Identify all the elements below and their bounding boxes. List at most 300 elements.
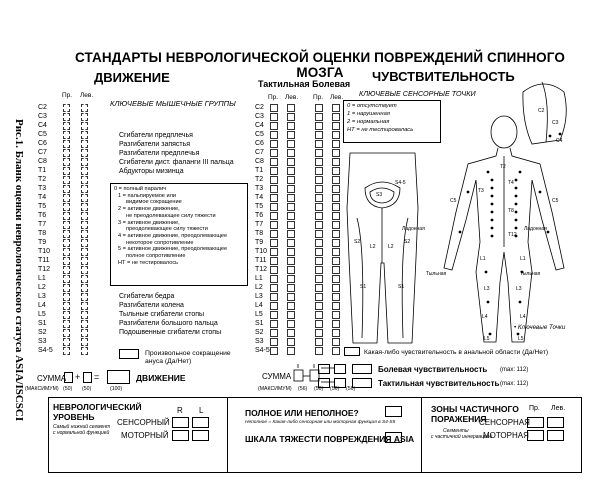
pain-box-right[interactable] [315, 122, 323, 130]
anal-contraction-label2: ануса (Да/Нет) [145, 358, 192, 365]
sensory-legend: 0 = отсутствует 1 = нарушенная 2 = нормальная НТ = не тестировалась [343, 100, 441, 143]
tactile-box-right[interactable] [270, 275, 278, 283]
pain-box-left[interactable] [332, 275, 340, 283]
pain-box-left[interactable] [332, 239, 340, 247]
motor-box-right[interactable] [63, 248, 70, 256]
svg-text:T4: T4 [508, 180, 514, 186]
sensory-level-label: L5 [255, 311, 263, 318]
tactile-box-left[interactable] [287, 302, 295, 310]
tactile-box-right[interactable] [270, 185, 278, 193]
tactile-box-left[interactable] [287, 167, 295, 175]
pain-box-left[interactable] [332, 347, 340, 355]
svg-text:L3: L3 [484, 286, 490, 292]
sensory-level-label: T6 [255, 212, 264, 219]
motor-box-left[interactable] [81, 338, 88, 346]
motor-level-label: T5 [38, 203, 47, 210]
motor-level-label: C4 [38, 122, 47, 129]
sensory-level-label: S4-5 [255, 347, 270, 354]
tactile-box-right[interactable] [270, 230, 278, 238]
neuro-sensory-r[interactable] [172, 417, 189, 428]
tactile-box-left[interactable] [287, 122, 295, 130]
motor-box-right[interactable] [63, 131, 70, 139]
svg-text:S3: S3 [376, 192, 383, 198]
motor-box-left[interactable] [81, 221, 88, 229]
pain-box-left[interactable] [332, 167, 340, 175]
body-front-diagram [428, 72, 578, 352]
neuro-motor-l[interactable] [192, 430, 209, 441]
pain-box-left[interactable] [332, 338, 340, 346]
sensory-level-label: T4 [255, 194, 264, 201]
pain-box-left[interactable] [332, 194, 340, 202]
motor-col-left: Лев. [80, 92, 94, 99]
svg-text:L2: L2 [388, 244, 394, 250]
zpp-motor-l[interactable] [547, 430, 564, 441]
pain-box-right[interactable] [315, 158, 323, 166]
zpp-sensory-l[interactable] [547, 417, 564, 428]
motor-box-right[interactable] [63, 221, 70, 229]
motor-box-right[interactable] [63, 239, 70, 247]
tactile-box-right[interactable] [270, 311, 278, 319]
motor-box-left[interactable] [81, 293, 88, 301]
tactile-box-right[interactable] [270, 338, 278, 346]
key-points-legend: • Ключевые Точки [514, 324, 566, 331]
zpp-sensory-label: СЕНСОРНАЯ [479, 418, 530, 427]
sensory-level-label: S3 [255, 338, 264, 345]
pain-box-left[interactable] [332, 203, 340, 211]
footer-panel [48, 397, 582, 473]
muscle-t1: Абдукторы мизинца [119, 168, 184, 175]
pain-box-right[interactable] [315, 239, 323, 247]
sensory-level-label: T12 [255, 266, 268, 273]
tactile-box-right[interactable] [270, 176, 278, 184]
pain-box-right[interactable] [315, 248, 323, 256]
motor-level-label: S4-5 [38, 347, 53, 354]
motor-box-left[interactable] [81, 302, 88, 310]
sensory-level-label: C5 [255, 131, 264, 138]
muscle-l3: Разгибатели колена [119, 302, 184, 309]
motor-box-left[interactable] [81, 347, 88, 355]
motor-box-right[interactable] [63, 167, 70, 175]
tactile-box-right[interactable] [270, 203, 278, 211]
motor-box-left[interactable] [81, 284, 88, 292]
tactile-box-left[interactable] [287, 266, 295, 274]
svg-text:C2: C2 [538, 108, 545, 114]
motor-box-right[interactable] [63, 149, 70, 157]
sensory-heading: ЧУВСТВИТЕЛЬНОСТЬ [372, 69, 515, 84]
tactile-box-right[interactable] [270, 158, 278, 166]
motor-box-left[interactable] [81, 113, 88, 121]
equals-sign: = [94, 372, 100, 382]
pain-box-left[interactable] [332, 158, 340, 166]
neuro-l-label: L [199, 406, 204, 415]
motor-box-left[interactable] [81, 320, 88, 328]
sensory-level-label: C7 [255, 149, 264, 156]
motor-total-label: ДВИЖЕНИЕ [136, 373, 186, 383]
pain-box-right[interactable] [315, 311, 323, 319]
motor-box-right[interactable] [63, 113, 70, 121]
tactile-box-right[interactable] [270, 248, 278, 256]
motor-box-right[interactable] [63, 293, 70, 301]
motor-max-total: (100) [110, 386, 123, 392]
neuro-level-note2: с нормальной функцией [53, 430, 110, 436]
tactile-box-left[interactable] [287, 329, 295, 337]
pain-box-right[interactable] [315, 302, 323, 310]
motor-level-label: L2 [38, 284, 46, 291]
pain-box-right[interactable] [315, 194, 323, 202]
pain-box-left[interactable] [332, 131, 340, 139]
motor-box-right[interactable] [63, 284, 70, 292]
tactile-box-right[interactable] [270, 320, 278, 328]
pain-box-right[interactable] [315, 329, 323, 337]
motor-box-right[interactable] [63, 122, 70, 130]
motor-box-right[interactable] [63, 194, 70, 202]
tactile-box-right[interactable] [270, 266, 278, 274]
tactile-box-left[interactable] [287, 158, 295, 166]
pain-sum-right[interactable] [318, 364, 330, 374]
pain-box-right[interactable] [315, 221, 323, 229]
motor-box-left[interactable] [81, 230, 88, 238]
motor-box-left[interactable] [81, 248, 88, 256]
key-points-label: КЛЮЧЕВЫЕ СЕНСОРНЫЕ ТОЧКИ [359, 89, 476, 98]
sens-sum-label: СУММА [262, 372, 292, 381]
motor-level-label: T6 [38, 212, 47, 219]
motor-box-left[interactable] [81, 311, 88, 319]
pain-box-left[interactable] [332, 293, 340, 301]
sensory-level-label: S2 [255, 329, 264, 336]
tactile-box-left[interactable] [287, 131, 295, 139]
tactile-box-left[interactable] [287, 230, 295, 238]
tactile-box-left[interactable] [287, 275, 295, 283]
motor-box-left[interactable] [81, 122, 88, 130]
neuro-sensory-l[interactable] [192, 417, 209, 428]
pain-box-right[interactable] [315, 275, 323, 283]
tactile-box-left[interactable] [287, 203, 295, 211]
motor-heading: ДВИЖЕНИЕ [94, 70, 170, 85]
pain-box-right[interactable] [315, 167, 323, 175]
tactile-box-left[interactable] [287, 176, 295, 184]
key-muscles-label: КЛЮЧЕВЫЕ МЫШЕЧНЫЕ ГРУППЫ [110, 99, 236, 108]
motor-sum-left[interactable] [83, 372, 92, 383]
motor-box-right[interactable] [63, 302, 70, 310]
neuro-r-label: R [177, 406, 183, 415]
tactile-box-right[interactable] [270, 257, 278, 265]
tactile-box-left[interactable] [287, 221, 295, 229]
muscle-c6: Разгибатели запястья [119, 141, 191, 148]
svg-text:C4: C4 [556, 138, 563, 144]
svg-text:L4: L4 [482, 314, 488, 320]
motor-level-label: C3 [38, 113, 47, 120]
pain-box-right[interactable] [315, 293, 323, 301]
motor-level-label: L4 [38, 302, 46, 309]
sensory-level-label: C2 [255, 104, 264, 111]
motor-level-label: T8 [38, 230, 47, 237]
motor-box-left[interactable] [81, 203, 88, 211]
neuro-level-title2: УРОВЕНЬ [53, 412, 95, 422]
tactile-box-left[interactable] [287, 257, 295, 265]
muscle-l2: Сгибатели бедра [119, 293, 175, 300]
tactile-box-left[interactable] [287, 185, 295, 193]
tactile-box-left[interactable] [287, 113, 295, 121]
pain-box-right[interactable] [315, 203, 323, 211]
pain-box-left[interactable] [332, 176, 340, 184]
pain-box-left[interactable] [332, 122, 340, 130]
motor-level-label: L3 [38, 293, 46, 300]
sensory-level-label: T1 [255, 167, 264, 174]
tactile-box-right[interactable] [270, 212, 278, 220]
motor-sum-label: СУММА [37, 374, 67, 383]
motor-col-right: Пр. [62, 92, 73, 99]
side-caption: Рис.1. Бланк оценки неврологического статуса ASIA/ISCSCI [13, 119, 25, 422]
pain-box-left[interactable] [332, 113, 340, 121]
pain-box-left[interactable] [332, 257, 340, 265]
pain-box-left[interactable] [332, 140, 340, 148]
pain-box-left[interactable] [332, 185, 340, 193]
pain-box-left[interactable] [332, 104, 340, 112]
pain-box-left[interactable] [332, 329, 340, 337]
motor-level-label: T2 [38, 176, 47, 183]
motor-level-label: S3 [38, 338, 47, 345]
anal-sensation-box[interactable] [344, 347, 360, 356]
tactile-box-left[interactable] [287, 194, 295, 202]
pain-box-right[interactable] [315, 185, 323, 193]
motor-box-right[interactable] [63, 311, 70, 319]
motor-level-label: C5 [38, 131, 47, 138]
svg-text:L5: L5 [518, 336, 524, 342]
pain-box-right[interactable] [315, 113, 323, 121]
svg-text:C3: C3 [552, 120, 559, 126]
tactile-box-right[interactable] [270, 194, 278, 202]
motor-level-label: T11 [38, 257, 50, 264]
neuro-level-title: НЕВРОЛОГИЧЕСКИЙ [53, 402, 142, 412]
svg-text:L1: L1 [480, 256, 486, 262]
motor-box-left[interactable] [81, 239, 88, 247]
neuro-motor-r[interactable] [172, 430, 189, 441]
pain-box-left[interactable] [332, 266, 340, 274]
pain-box-right[interactable] [315, 230, 323, 238]
sensory-level-label: T5 [255, 203, 264, 210]
pain-box-left[interactable] [332, 302, 340, 310]
svg-text:T12: T12 [508, 232, 517, 238]
motor-box-right[interactable] [63, 185, 70, 193]
tactile-box-left[interactable] [287, 212, 295, 220]
zpp-motor-r[interactable] [527, 430, 544, 441]
svg-text:L3: L3 [516, 286, 522, 292]
tactile-box-right[interactable] [270, 167, 278, 175]
anal-contraction-box[interactable] [119, 349, 139, 359]
tactile-box-right[interactable] [270, 122, 278, 130]
tactile-box-left[interactable] [287, 347, 295, 355]
motor-level-label: T4 [38, 194, 47, 201]
motor-box-right[interactable] [63, 176, 70, 184]
zpp-note2: с частичной иннервацией [431, 434, 493, 440]
pain-box-left[interactable] [332, 320, 340, 328]
muscle-c7: Разгибатели предплечья [119, 150, 200, 157]
motor-box-right[interactable] [63, 212, 70, 220]
motor-box-right[interactable] [63, 140, 70, 148]
tactile-total-label: Тактильная чувствительность [378, 379, 500, 388]
pain-box-left[interactable] [332, 221, 340, 229]
tactile-box-left[interactable] [287, 311, 295, 319]
motor-box-right[interactable] [63, 266, 70, 274]
motor-level-label: L5 [38, 311, 46, 318]
muscle-s1: Подошвенные сгибатели стопы [119, 329, 222, 336]
pain-box-left[interactable] [332, 311, 340, 319]
complete-box[interactable] [385, 406, 402, 417]
zpp-sensory-r[interactable] [527, 417, 544, 428]
svg-text:L2: L2 [370, 244, 376, 250]
tactile-box-right[interactable] [270, 104, 278, 112]
tactile-box-right[interactable] [270, 329, 278, 337]
svg-text:S1: S1 [398, 284, 405, 290]
tactile-box-right[interactable] [270, 221, 278, 229]
sensory-level-label: T3 [255, 185, 264, 192]
tactile-box-left[interactable] [287, 338, 295, 346]
sensory-level-label: L4 [255, 302, 263, 309]
tactile-box-right[interactable] [270, 140, 278, 148]
motor-box-left[interactable] [81, 140, 88, 148]
pain-box-right[interactable] [315, 338, 323, 346]
pain-box-right[interactable] [315, 284, 323, 292]
tactile-box-right[interactable] [270, 149, 278, 157]
pain-box-left[interactable] [332, 248, 340, 256]
pain-box-right[interactable] [315, 212, 323, 220]
asia-scale-title: ШКАЛА ТЯЖЕСТИ ПОВРЕЖДЕНИЯ ASIA [245, 434, 415, 444]
motor-level-label: T10 [38, 248, 51, 255]
motor-box-left[interactable] [81, 158, 88, 166]
tactile-box-right[interactable] [270, 113, 278, 121]
pain-box-right[interactable] [315, 257, 323, 265]
neuro-level-note: Самый нижний сегмент [53, 424, 111, 430]
anal-contraction-label: Произвольное сокращение [145, 350, 231, 357]
motor-box-left[interactable] [81, 194, 88, 202]
svg-text:L4: L4 [520, 314, 526, 320]
pain-total-box[interactable] [352, 364, 372, 374]
svg-text:L1: L1 [520, 256, 526, 262]
tactile-box-left[interactable] [287, 239, 295, 247]
motor-box-left[interactable] [81, 185, 88, 193]
page-title: СТАНДАРТЫ НЕВРОЛОГИЧЕСКОЙ ОЦЕНКИ ПОВРЕЖДЕНИЙ СПИННОГО МОЗГА [75, 50, 565, 80]
motor-box-right[interactable] [63, 329, 70, 337]
body-back-diagram [340, 148, 425, 348]
tactile-box-right[interactable] [270, 239, 278, 247]
pain-box-right[interactable] [315, 320, 323, 328]
zpp-title: ЗОНЫ ЧАСТИЧНОГО [431, 404, 519, 414]
motor-level-label: C2 [38, 104, 47, 111]
pain-box-left[interactable] [332, 149, 340, 157]
sensory-level-label: T9 [255, 239, 264, 246]
motor-level-label: T9 [38, 239, 47, 246]
dorsal-label-right: Тыльная [520, 271, 541, 277]
sens-max-l: (56) [314, 386, 324, 392]
muscle-l5: Разгибатели большого пальца [119, 320, 218, 327]
muscle-c8: Сгибатели дист. фаланги III пальца [119, 159, 234, 166]
tactile-box-left[interactable] [287, 140, 295, 148]
svg-text:C5: C5 [552, 198, 559, 204]
tactile-box-right[interactable] [270, 284, 278, 292]
motor-level-label: L1 [38, 275, 46, 282]
motor-box-right[interactable] [63, 257, 70, 265]
motor-box-left[interactable] [81, 149, 88, 157]
pain-box-right[interactable] [315, 347, 323, 355]
motor-box-left[interactable] [81, 257, 88, 265]
complete-note: Неполное = Какая-либо сенсорная или моторная функция в S4-S5 [245, 420, 396, 425]
motor-box-left[interactable] [81, 275, 88, 283]
motor-box-left[interactable] [81, 167, 88, 175]
muscle-l4: Тыльные сгибатели стопы [119, 311, 205, 318]
complete-title: ПОЛНОЕ ИЛИ НЕПОЛНОЕ? [245, 408, 359, 418]
pain-box-right[interactable] [315, 131, 323, 139]
motor-box-right[interactable] [63, 104, 70, 112]
pain-box-right[interactable] [315, 266, 323, 274]
anal-sensation-label: Какая-либо чувствительность в анальной области (Да/Нет) [364, 349, 549, 356]
motor-box-left[interactable] [81, 104, 88, 112]
tactile-box-right[interactable] [270, 347, 278, 355]
motor-box-left[interactable] [81, 212, 88, 220]
motor-level-label: S2 [38, 329, 47, 336]
pain-box-left[interactable] [332, 212, 340, 220]
motor-level-label: C6 [38, 140, 47, 147]
tactile-box-right[interactable] [270, 293, 278, 301]
sensory-level-label: C3 [255, 113, 264, 120]
tactile-box-left[interactable] [287, 293, 295, 301]
motor-sum-right[interactable] [64, 372, 73, 383]
tactile-box-left[interactable] [287, 320, 295, 328]
neuro-sensory-label: СЕНСОРНЫЙ [117, 418, 170, 427]
motor-box-right[interactable] [63, 158, 70, 166]
tactile-box-left[interactable] [287, 149, 295, 157]
sens-max-l2: (56) [346, 386, 356, 392]
svg-text:T2: T2 [500, 164, 506, 170]
sensory-level-label: S1 [255, 320, 264, 327]
zpp-motor-label: МОТОРНАЯ [483, 431, 529, 440]
motor-box-right[interactable] [63, 230, 70, 238]
motor-box-left[interactable] [81, 266, 88, 274]
pain-box-left[interactable] [332, 230, 340, 238]
pain-box-left[interactable] [332, 284, 340, 292]
motor-level-label: T3 [38, 185, 47, 192]
motor-box-right[interactable] [63, 338, 70, 346]
tactile-box-right[interactable] [270, 302, 278, 310]
motor-sum-total[interactable] [107, 370, 130, 384]
motor-box-right[interactable] [63, 320, 70, 328]
pain-box-right[interactable] [315, 140, 323, 148]
tactile-box-left[interactable] [287, 104, 295, 112]
pain-sum-left[interactable] [334, 364, 346, 374]
svg-text:S2: S2 [404, 239, 411, 245]
pain-box-right[interactable] [315, 176, 323, 184]
motor-box-left[interactable] [81, 329, 88, 337]
motor-box-right[interactable] [63, 275, 70, 283]
motor-box-right[interactable] [63, 203, 70, 211]
motor-box-left[interactable] [81, 131, 88, 139]
pain-box-right[interactable] [315, 104, 323, 112]
motor-box-left[interactable] [81, 176, 88, 184]
pain-total-label: Болевая чувствительность [378, 365, 488, 374]
svg-text:T8: T8 [508, 208, 514, 214]
tactile-box-right[interactable] [270, 131, 278, 139]
motor-box-right[interactable] [63, 347, 70, 355]
pain-box-right[interactable] [315, 149, 323, 157]
zpp-l-label: Лев. [551, 405, 566, 412]
tactile-box-left[interactable] [287, 248, 295, 256]
sensory-level-label: L1 [255, 275, 263, 282]
sensory-level-label: T11 [255, 257, 267, 264]
palm-label: Ладонная [524, 226, 547, 232]
tactile-box-left[interactable] [287, 284, 295, 292]
sens-col-left-2: Лев. [330, 94, 344, 101]
asia-scale-box[interactable] [385, 432, 402, 443]
muscle-c5: Сгибатели предплечья [119, 132, 193, 139]
